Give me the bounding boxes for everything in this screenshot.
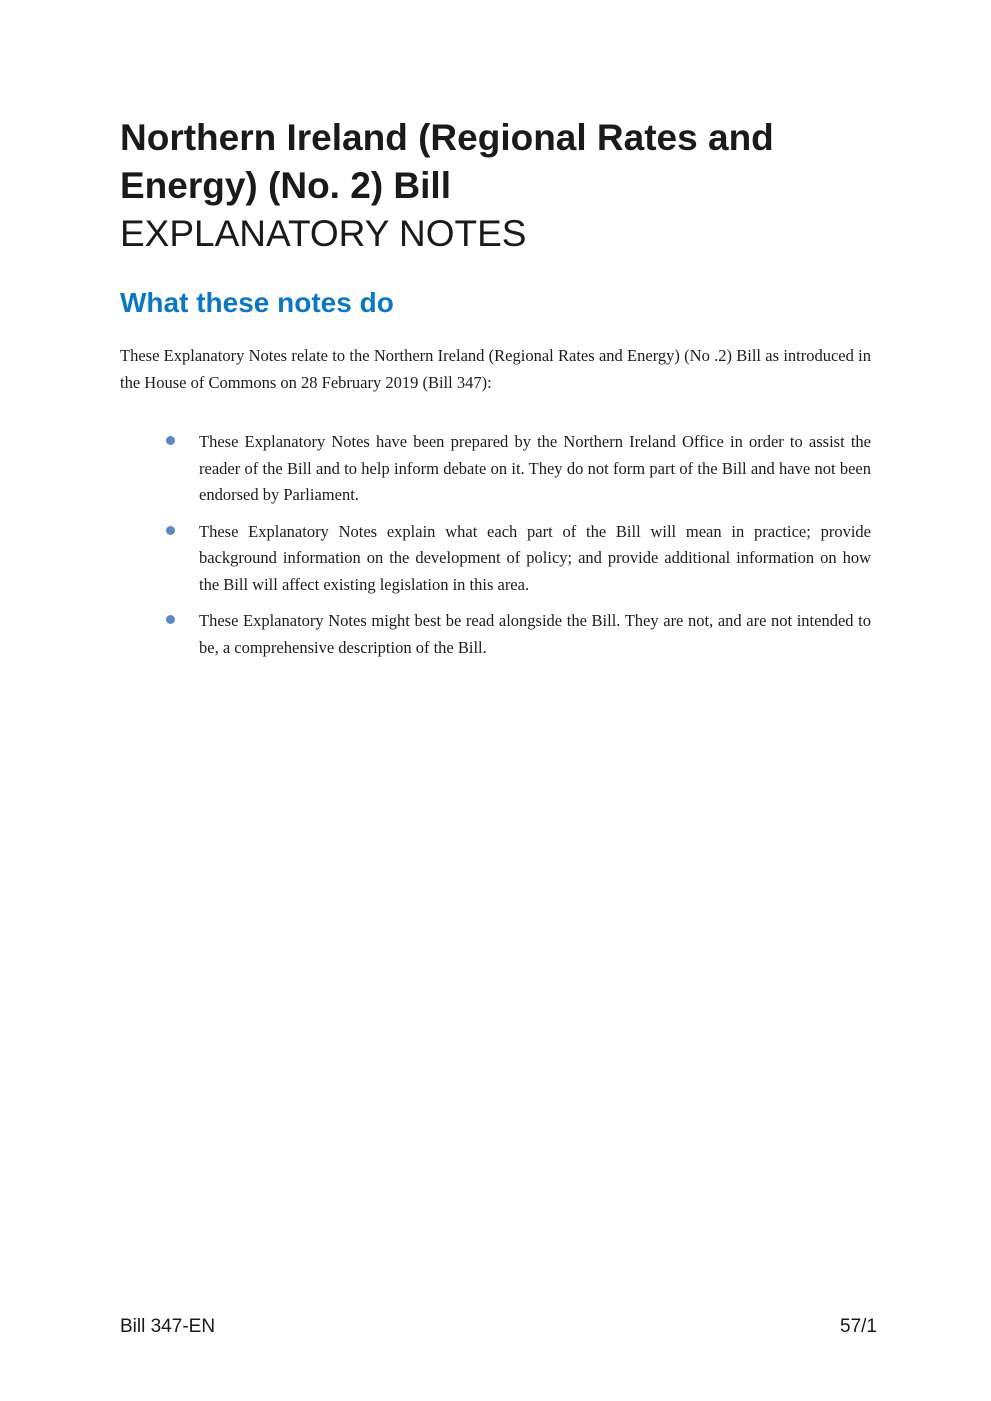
notes-bullet-list — [120, 429, 871, 661]
bullet-text: These Explanatory Notes have been prepared by the Northern Ireland Office in order to assist the reader of the Bill and to help inform debate on it. They do not form part of the Bill and have not been endorsed by Parliament. — [199, 432, 871, 504]
bullet-icon — [166, 436, 175, 445]
bullet-item — [120, 429, 871, 509]
bullet-item — [120, 519, 871, 599]
bullet-text: These Explanatory Notes explain what each part of the Bill will mean in practice; provide background information on the development of policy; and provide additional information on how the Bill will affect existing legislation in this area. — [199, 521, 871, 594]
page-footer — [120, 1316, 877, 1339]
bullet-item — [120, 608, 871, 661]
document-subtitle: EXPLANATORY NOTES — [120, 213, 527, 254]
bullet-icon — [166, 615, 175, 624]
section-heading: What these notes do — [120, 287, 394, 318]
intro-paragraph: These Explanatory Notes relate to the Northern Ireland (Regional Rates and Energy) (No .2) Bill as introduced in the House of Commons on 28 February 2019 (Bill 347): — [120, 346, 871, 392]
bullet-text: These Explanatory Notes might best be read alongside the Bill. They are not, and are not intended to be, a comprehensive description of the Bill. — [199, 611, 871, 657]
page-content — [120, 0, 871, 661]
document-title: Northern Ireland (Regional Rates and Energy) (No. 2) Bill — [120, 117, 774, 206]
footer-page-number: 57/1 — [840, 1316, 877, 1337]
footer-bill-number: Bill 347-EN — [120, 1316, 216, 1337]
bullet-icon — [166, 526, 175, 535]
